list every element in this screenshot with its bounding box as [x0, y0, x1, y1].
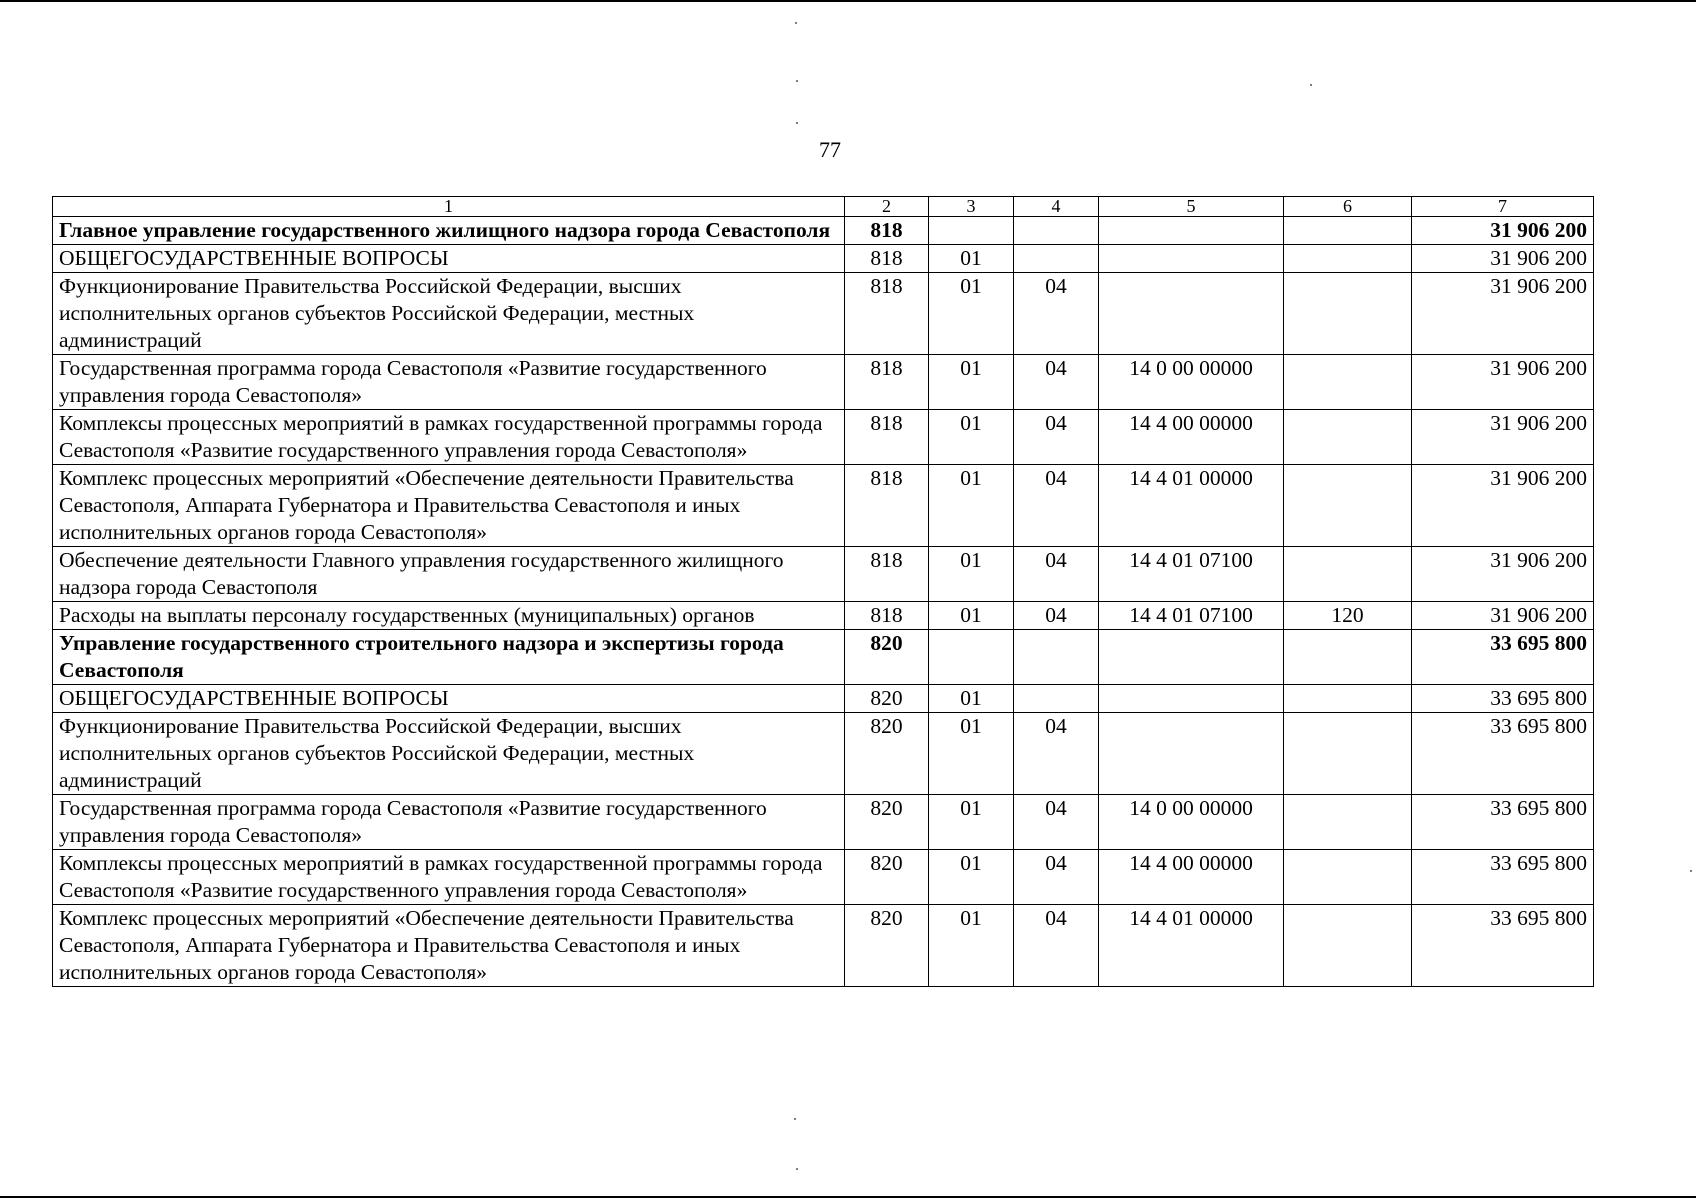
- column-header: 6: [1284, 197, 1412, 217]
- cell-admin-code: 820: [845, 795, 929, 850]
- cell-name: Комплекс процессных мероприятий «Обеспечение деятельности Правительства Севастополя, Аппарата Губернатора и Правительства Севастополя и иных исполнительных органов города Севастополя»: [53, 905, 845, 987]
- table-header-row: [53, 197, 1594, 217]
- table-row: [53, 905, 1594, 987]
- cell-admin-code: 818: [845, 410, 929, 465]
- column-header: 4: [1014, 197, 1099, 217]
- cell-admin-code: 820: [845, 850, 929, 905]
- cell-name: Государственная программа города Севастополя «Развитие государственного управления города Севастополя»: [53, 355, 845, 410]
- cell-admin-code: 818: [845, 355, 929, 410]
- scan-speck: [796, 1168, 798, 1170]
- cell-target-article: 14 0 00 00000: [1099, 355, 1284, 410]
- cell-target-article: 14 4 00 00000: [1099, 850, 1284, 905]
- cell-amount: 31 906 200: [1412, 355, 1594, 410]
- cell-admin-code: 820: [845, 630, 929, 685]
- cell-expense-type: [1284, 685, 1412, 713]
- column-header: 7: [1412, 197, 1594, 217]
- cell-admin-code: 818: [845, 465, 929, 547]
- cell-expense-type: [1284, 905, 1412, 987]
- cell-name: Функционирование Правительства Российской Федерации, высших исполнительных органов субъектов Российской Федерации, местных администраций: [53, 273, 845, 355]
- table-row: [53, 602, 1594, 630]
- table-row: [53, 465, 1594, 547]
- cell-admin-code: 820: [845, 685, 929, 713]
- cell-admin-code: 818: [845, 547, 929, 602]
- cell-amount: 31 906 200: [1412, 465, 1594, 547]
- cell-expense-type: [1284, 795, 1412, 850]
- table-row: [53, 410, 1594, 465]
- cell-expense-type: 120: [1284, 602, 1412, 630]
- cell-amount: 33 695 800: [1412, 905, 1594, 987]
- scan-bottom-edge: [0, 1196, 1696, 1198]
- cell-name: Обеспечение деятельности Главного управления государственного жилищного надзора города Севастополя: [53, 547, 845, 602]
- cell-subsection: 04: [1014, 795, 1099, 850]
- cell-name: Комплекс процессных мероприятий «Обеспечение деятельности Правительства Севастополя, Аппарата Губернатора и Правительства Севастополя и иных исполнительных органов города Севастополя»: [53, 465, 845, 547]
- cell-expense-type: [1284, 273, 1412, 355]
- column-header: 3: [929, 197, 1014, 217]
- scan-speck: [796, 122, 798, 124]
- scan-speck: [795, 22, 797, 24]
- cell-subsection: 04: [1014, 905, 1099, 987]
- cell-target-article: [1099, 245, 1284, 273]
- table-row: [53, 273, 1594, 355]
- cell-admin-code: 818: [845, 245, 929, 273]
- table-row: [53, 685, 1594, 713]
- scan-speck: [1690, 870, 1692, 872]
- column-header: 5: [1099, 197, 1284, 217]
- cell-name: ОБЩЕГОСУДАРСТВЕННЫЕ ВОПРОСЫ: [53, 685, 845, 713]
- cell-target-article: 14 4 01 07100: [1099, 602, 1284, 630]
- table-row: [53, 217, 1594, 245]
- table-row: [53, 245, 1594, 273]
- cell-expense-type: [1284, 465, 1412, 547]
- cell-target-article: 14 4 01 00000: [1099, 465, 1284, 547]
- cell-subsection: 04: [1014, 465, 1099, 547]
- table-row: [53, 630, 1594, 685]
- cell-subsection: 04: [1014, 602, 1099, 630]
- cell-name: Государственная программа города Севастополя «Развитие государственного управления города Севастополя»: [53, 795, 845, 850]
- cell-target-article: [1099, 713, 1284, 795]
- cell-section: 01: [929, 355, 1014, 410]
- cell-section: [929, 630, 1014, 685]
- cell-expense-type: [1284, 630, 1412, 685]
- cell-name: Управление государственного строительного надзора и экспертизы города Севастополя: [53, 630, 845, 685]
- cell-subsection: [1014, 685, 1099, 713]
- cell-admin-code: 818: [845, 273, 929, 355]
- cell-expense-type: [1284, 217, 1412, 245]
- cell-name: Главное управление государственного жилищного надзора города Севастополя: [53, 217, 845, 245]
- cell-expense-type: [1284, 355, 1412, 410]
- cell-name: Комплексы процессных мероприятий в рамках государственной программы города Севастополя «Развитие государственного управления города Севастополя»: [53, 850, 845, 905]
- cell-target-article: [1099, 685, 1284, 713]
- cell-admin-code: 818: [845, 217, 929, 245]
- cell-subsection: [1014, 245, 1099, 273]
- cell-section: 01: [929, 273, 1014, 355]
- table-row: [53, 850, 1594, 905]
- cell-section: 01: [929, 685, 1014, 713]
- cell-subsection: 04: [1014, 273, 1099, 355]
- cell-subsection: 04: [1014, 713, 1099, 795]
- cell-target-article: 14 4 01 07100: [1099, 547, 1284, 602]
- cell-section: 01: [929, 795, 1014, 850]
- cell-name: ОБЩЕГОСУДАРСТВЕННЫЕ ВОПРОСЫ: [53, 245, 845, 273]
- budget-table: [52, 196, 1594, 987]
- cell-admin-code: 818: [845, 602, 929, 630]
- cell-admin-code: 820: [845, 713, 929, 795]
- cell-amount: 33 695 800: [1412, 685, 1594, 713]
- cell-expense-type: [1284, 410, 1412, 465]
- cell-section: 01: [929, 850, 1014, 905]
- cell-expense-type: [1284, 245, 1412, 273]
- cell-amount: 31 906 200: [1412, 410, 1594, 465]
- cell-amount: 31 906 200: [1412, 217, 1594, 245]
- table-row: [53, 547, 1594, 602]
- cell-amount: 31 906 200: [1412, 273, 1594, 355]
- scan-speck: [796, 80, 798, 82]
- cell-subsection: [1014, 630, 1099, 685]
- cell-amount: 31 906 200: [1412, 245, 1594, 273]
- cell-section: 01: [929, 465, 1014, 547]
- cell-admin-code: 820: [845, 905, 929, 987]
- cell-section: 01: [929, 410, 1014, 465]
- cell-amount: 33 695 800: [1412, 850, 1594, 905]
- cell-name: Расходы на выплаты персоналу государственных (муниципальных) органов: [53, 602, 845, 630]
- cell-subsection: [1014, 217, 1099, 245]
- cell-section: 01: [929, 905, 1014, 987]
- cell-subsection: 04: [1014, 410, 1099, 465]
- cell-section: 01: [929, 713, 1014, 795]
- column-header: 1: [53, 197, 845, 217]
- cell-subsection: 04: [1014, 850, 1099, 905]
- cell-amount: 31 906 200: [1412, 602, 1594, 630]
- cell-section: 01: [929, 547, 1014, 602]
- cell-expense-type: [1284, 547, 1412, 602]
- cell-amount: 33 695 800: [1412, 630, 1594, 685]
- cell-target-article: 14 4 00 00000: [1099, 410, 1284, 465]
- cell-amount: 33 695 800: [1412, 795, 1594, 850]
- cell-section: 01: [929, 245, 1014, 273]
- cell-subsection: 04: [1014, 547, 1099, 602]
- cell-target-article: [1099, 273, 1284, 355]
- cell-amount: 31 906 200: [1412, 547, 1594, 602]
- table-row: [53, 355, 1594, 410]
- cell-expense-type: [1284, 850, 1412, 905]
- cell-subsection: 04: [1014, 355, 1099, 410]
- cell-expense-type: [1284, 713, 1412, 795]
- page-number: 77: [819, 137, 841, 162]
- table-row: [53, 713, 1594, 795]
- cell-target-article: [1099, 630, 1284, 685]
- scan-speck: [1310, 84, 1312, 86]
- cell-section: [929, 217, 1014, 245]
- column-header: 2: [845, 197, 929, 217]
- table-row: [53, 795, 1594, 850]
- cell-target-article: 14 4 01 00000: [1099, 905, 1284, 987]
- cell-name: Комплексы процессных мероприятий в рамках государственной программы города Севастополя «Развитие государственного управления города Севастополя»: [53, 410, 845, 465]
- scan-speck: [794, 1118, 796, 1120]
- cell-target-article: 14 0 00 00000: [1099, 795, 1284, 850]
- cell-target-article: [1099, 217, 1284, 245]
- cell-amount: 33 695 800: [1412, 713, 1594, 795]
- cell-section: 01: [929, 602, 1014, 630]
- scan-top-edge: [0, 0, 1696, 2]
- cell-name: Функционирование Правительства Российской Федерации, высших исполнительных органов субъектов Российской Федерации, местных администраций: [53, 713, 845, 795]
